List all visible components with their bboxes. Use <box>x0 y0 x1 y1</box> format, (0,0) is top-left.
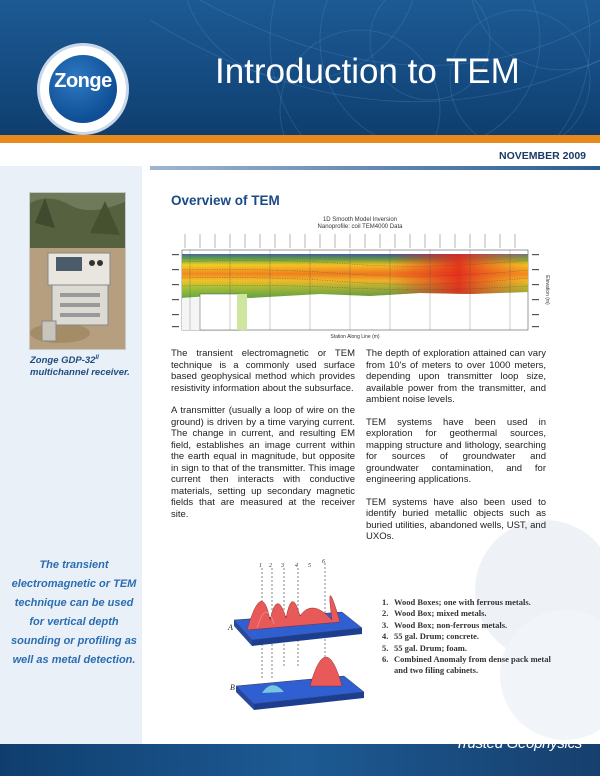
figure-label-a: A <box>228 623 233 632</box>
pull-quote: The transient electromagnetic or TEM technique can be used for vertical depth sounding or profiling as well as metal detection. <box>11 559 137 666</box>
photo-caption <box>30 352 138 379</box>
zonge-logo <box>40 46 126 132</box>
legend-item: 4. 55 gal. Drum; concrete. <box>382 631 480 642</box>
paragraph: TEM systems have been used in exploration for geothermal sources, mapping structure and lithology, searching for sources of groundwater and groundwater contamination, and for engineering applications. <box>366 416 546 485</box>
header-banner <box>0 0 600 135</box>
legend-item: 2. Wood Box; mixed metals. <box>382 608 487 619</box>
legend-item: 5. 55 gal. Drum; foam. <box>382 642 467 653</box>
caption-superscript: II <box>95 355 99 361</box>
legend-item: 1. Wood Boxes; one with ferrous metals. <box>382 597 531 607</box>
marker-2: 2 <box>269 563 272 569</box>
paragraph: A transmitter (usually a loop of wire on the ground) is driven by a time varying current. The change in current, and resulting EM field, establishes an image current within the earth equal in magnitude, but opposite in sign to that of the transmitter. This image current then interacts with conductive materials, setting up secondary magnetic fields that are measured at the receiver site. <box>171 405 355 520</box>
marker-6: 6 <box>322 559 325 565</box>
accent-bar <box>0 135 600 143</box>
issue-date: NOVEMBER 2009 <box>499 150 586 162</box>
section-plot <box>172 234 539 330</box>
caption-line2: multichannel receiver. <box>30 367 130 379</box>
figure-title-line2: Nanoprofile: coil TEM4000 Data <box>317 224 403 230</box>
figure-legend <box>382 597 554 677</box>
paragraph: The transient electromagnetic or TEM technique is a commonly used surface based geophysical method which provides resistivity information about the subsurface. <box>171 348 355 394</box>
section-title: Overview of TEM <box>171 193 280 208</box>
marker-5: 5 <box>308 563 311 569</box>
body-column-left <box>171 348 355 531</box>
figure-x-axis-label: Station Along Line (m) <box>330 334 380 340</box>
figure-y-axis-label: Elevation (m) <box>544 275 550 305</box>
figure-title-line1: 1D Smooth Model Inversion <box>322 217 398 223</box>
marker-4: 4 <box>295 563 298 569</box>
figure-label-b: B <box>230 683 235 692</box>
caption-line1: Zonge GDP-32 <box>30 355 96 367</box>
marker-1: 1 <box>259 563 262 569</box>
paragraph: TEM systems have also been used to identify buried metallic objects such as buried utilities, abandoned wells, UST, and UXOs. <box>366 496 546 542</box>
marker-3: 3 <box>281 563 284 569</box>
metal-detection-figure <box>222 558 370 714</box>
logo-text: Zonge <box>54 70 112 92</box>
footer-tagline: Trusted Geophysics <box>455 735 582 752</box>
legend-item: 3. Wood Box; non-ferrous metals. <box>382 619 508 630</box>
page-title: Introduction to TEM <box>215 52 520 91</box>
section-divider <box>150 166 600 170</box>
paragraph: The depth of exploration attained can vary from 10's of meters to over 1000 meters, depending upon transmitter loop size, available power from the transmitter, and ambient noise levels. <box>366 348 546 405</box>
body-column-right <box>366 348 546 554</box>
legend-item: 6. Combined Anomaly from dense pack metal and two filing cabinets. <box>382 654 551 676</box>
resistivity-section-figure <box>170 214 550 342</box>
receiver-photo <box>29 192 126 350</box>
